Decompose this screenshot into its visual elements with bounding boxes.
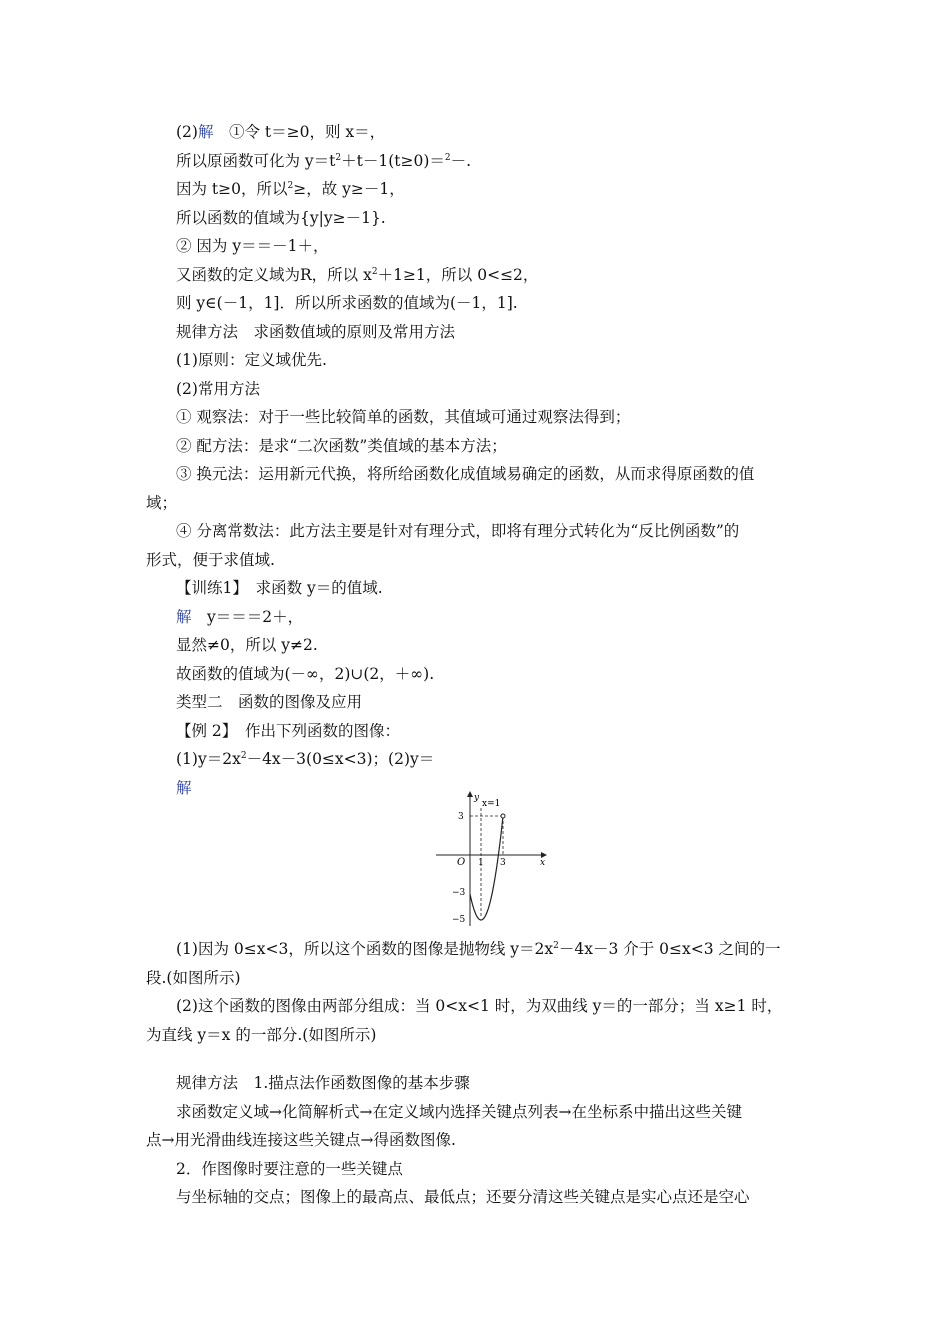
text-line: 求函数定义域→化简解析式→在定义域内选择关键点列表→在坐标系中描出这些关键 — [176, 1103, 742, 1121]
text-line: 为直线 y＝x 的一部分.(如图所示) — [146, 1026, 377, 1044]
example-title: 【例 2】 作出下列函数的图像： — [176, 722, 401, 740]
text-line: 又函数的定义域为R，所以 $x^2+1\ge 1$，所以 0<≤2， — [176, 266, 539, 284]
section-heading: 规律方法 1.描点法作函数图像的基本步骤 — [176, 1074, 470, 1092]
text-line: 所以函数的值域为{y|y≥－1}. — [176, 209, 386, 227]
text-line: (2)常用方法 — [176, 380, 260, 398]
line-text: ①令 t＝≥0，则 x＝， — [213, 123, 386, 141]
solution-label: 解 — [197, 123, 214, 141]
text-line: 则 y∈(－1，1]．所以所求函数的值域为(－1，1]. — [176, 294, 518, 312]
parabola-curve — [470, 816, 503, 920]
text-line: (2)这个函数的图像由两部分组成：当 0<x<1 时，为双曲线 y＝的一部分；当 x≥1 时， — [176, 997, 783, 1015]
x-axis-label: x — [540, 858, 546, 868]
text-line: 因为 t≥0，所以$^2$≥，故 y≥－1， — [176, 180, 405, 198]
tick-x-3: 3 — [500, 858, 506, 868]
text-line: 段.(如图所示) — [146, 969, 241, 987]
solution-label: 解 — [176, 779, 192, 797]
tick-y-3: 3 — [458, 812, 464, 822]
section-heading: 规律方法 求函数值域的原则及常用方法 — [176, 323, 456, 341]
text-line: 2．作图像时要注意的一些关键点 — [176, 1160, 403, 1178]
text-line: 所以原函数可化为 $y=t^2+t-1(t\ge 0)=^2-$. — [176, 152, 472, 170]
open-end-point — [501, 814, 505, 818]
text-line: 与坐标轴的交点；图像上的最高点、最低点；还要分清这些关键点是实心点还是空心 — [176, 1188, 750, 1206]
solution-label: 解 — [176, 608, 192, 626]
text-line: ③ 换元法：运用新元代换，将所给函数化成值域易确定的函数，从而求得原函数的值 — [176, 465, 755, 483]
text-line: 解 y＝＝＝2＋， — [176, 608, 304, 626]
text-line: 域； — [146, 494, 178, 512]
text-line: (1)因为 0≤x<3，所以这个函数的图像是抛物线 $y=2x^2-4x-3$ 介于 0≤x<3 之间的一 — [176, 940, 781, 958]
text-line: (1)原则：定义域优先. — [176, 351, 327, 369]
item-number: (2) — [176, 123, 198, 141]
text-line: 点→用光滑曲线连接这些关键点→得函数图像. — [146, 1131, 456, 1149]
text-line — [176, 122, 836, 142]
tick-x-1: 1 — [478, 858, 484, 868]
y-axis-label: y — [474, 793, 480, 803]
text-line: ② 因为 y＝＝－1＋， — [176, 237, 329, 255]
section-heading: 类型二 函数的图像及应用 — [176, 693, 363, 711]
text-line: $(1)y=2x^2-4x-3(0\le x<3)$；(2)y＝ — [176, 750, 435, 768]
origin-label: O — [457, 857, 466, 868]
tick-y-neg5: −5 — [452, 915, 466, 925]
text-line: ② 配方法：是求“二次函数”类值域的基本方法； — [176, 437, 507, 455]
exercise-title: 【训练1】 求函数 y＝的值域. — [176, 579, 383, 597]
tick-y-neg3: −3 — [452, 888, 466, 898]
text-line: 形式，便于求值域. — [146, 551, 275, 569]
line-x-equals-1-label: x=1 — [482, 799, 501, 809]
text-line: 显然≠0，所以 y≠2. — [176, 636, 318, 654]
text-line: ④ 分离常数法：此方法主要是针对有理分式，即将有理分式转化为“反比例函数”的 — [176, 522, 740, 540]
text-line: ① 观察法：对于一些比较简单的函数，其值域可通过观察法得到； — [176, 408, 631, 426]
function-graph-figure — [430, 790, 550, 930]
text-line: 故函数的值域为(－∞，2)∪(2，＋∞). — [176, 665, 435, 683]
